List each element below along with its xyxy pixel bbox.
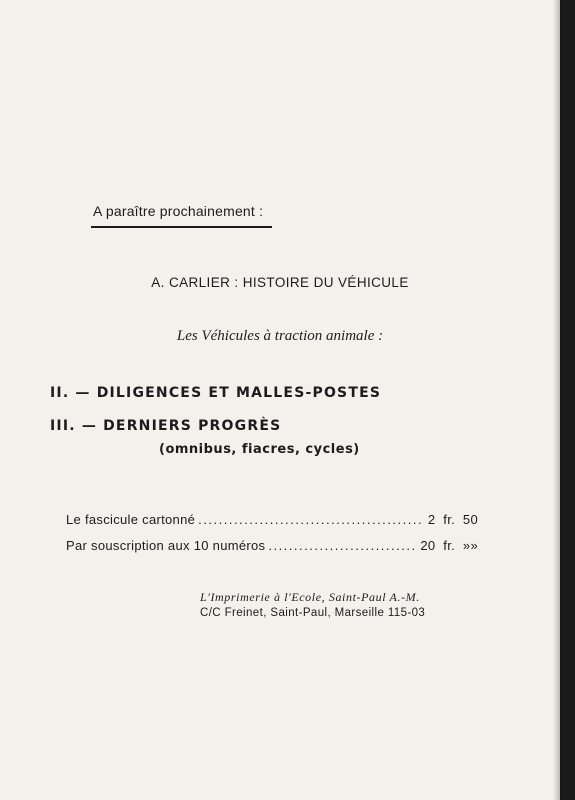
volume-iii-subtitle: (omnibus, fiacres, cycles)	[159, 442, 360, 457]
volume-title: DERNIERS PROGRÈS	[103, 418, 282, 434]
printer-account: C/C Freinet, Saint-Paul, Marseille 115-03	[200, 607, 426, 619]
volume-ii	[50, 385, 381, 401]
printer-name: L'Imprimerie à l'Ecole, Saint-Paul A.-M.	[200, 590, 420, 604]
price-label: Par souscription aux 10 numéros	[66, 538, 266, 553]
volume-number: II.	[50, 385, 70, 401]
price-label: Le fascicule cartonné	[66, 512, 196, 527]
leader-dots	[198, 512, 424, 527]
leader-dots	[268, 538, 416, 553]
volume-dash: —	[75, 385, 91, 401]
price-row-fascicule	[66, 512, 478, 527]
volume-dash: —	[81, 418, 98, 434]
series-subtitle: Les Véhicules à traction animale :	[176, 328, 384, 344]
price-value: 2 fr. 50	[427, 512, 478, 527]
announcement-heading: A paraître prochainement :	[93, 203, 264, 219]
price-row-subscription	[66, 538, 478, 553]
volume-iii	[50, 418, 281, 434]
announcement-underline	[91, 226, 272, 228]
volume-title: DILIGENCES ET MALLES-POSTES	[96, 385, 382, 401]
volume-number: III.	[50, 418, 76, 434]
price-value: 20 fr. »»	[420, 538, 478, 553]
page-edge-shadow	[553, 0, 561, 800]
author-title: A. CARLIER : HISTOIRE DU VÉHICULE	[151, 275, 409, 290]
